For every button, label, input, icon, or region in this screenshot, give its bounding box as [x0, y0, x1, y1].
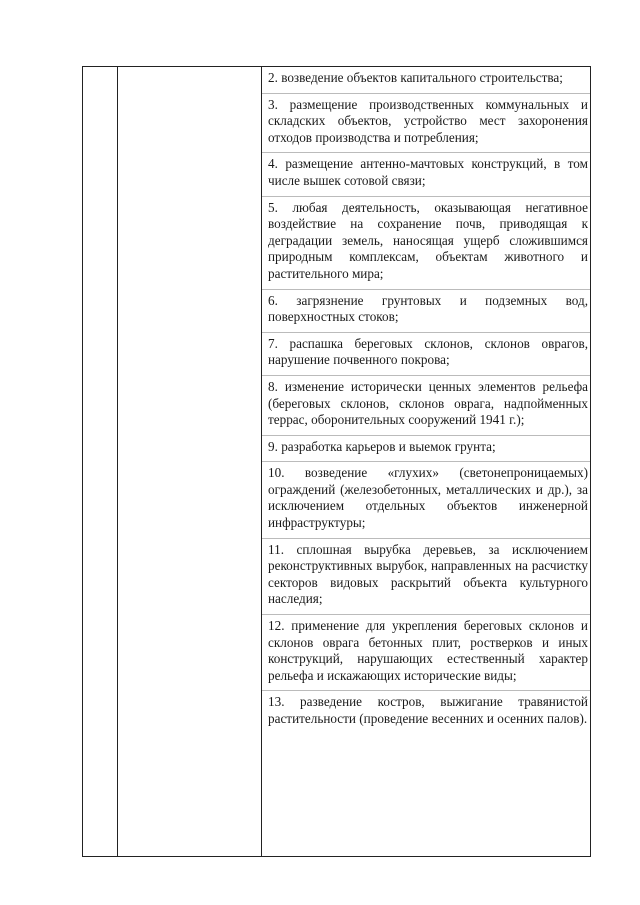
table-column-number: [83, 67, 118, 856]
list-item: 3. размещение производственных коммунальных и складских объектов, устройство мест захоронения отходов производства и потребления;: [262, 94, 590, 154]
list-item: 6. загрязнение грунтовых и подземных вод, поверхностных стоков;: [262, 290, 590, 333]
list-item: 4. размещение антенно-мачтовых конструкций, в том числе вышек сотовой связи;: [262, 153, 590, 196]
list-item: 2. возведение объектов капитального строительства;: [262, 67, 590, 94]
list-item: 5. любая деятельность, оказывающая негативное воздействие на сохранение почв, приводящая к деградации земель, наносящая ущерб сложившимся природным комплексам, объектам животного и растительного мира;: [262, 197, 590, 290]
list-item: 13. разведение костров, выжигание травянистой растительности (проведение весенних и осенних палов).: [268, 694, 588, 726]
list-item: 8. изменение исторически ценных элементов рельефа (береговых склонов, склонов оврага, надпойменных террас, оборонительных сооружений 1941 г.);: [262, 376, 590, 436]
table-column-zone: [117, 67, 262, 856]
list-item: 9. разработка карьеров и выемок грунта;: [262, 436, 590, 463]
table-column-prohibitions: [262, 67, 590, 856]
list-item: 12. применение для укрепления береговых склонов и склонов оврага бетонных плит, ростверков и иных конструкций, нарушающих естественный характер рельефа и искажающих исторические виды;: [262, 615, 590, 691]
list-item: 11. сплошная вырубка деревьев, за исключением реконструктивных вырубок, направленных на расчистку секторов видовых раскрытий объекта культурного наследия;: [262, 539, 590, 615]
regulations-table: [82, 66, 591, 857]
list-item: 10. возведение «глухих» (светонепроницаемых) ограждений (железобетонных, металлических и др.), за исключением отдельных объектов инженерной инфраструктуры;: [262, 462, 590, 538]
list-item: 7. распашка береговых склонов, склонов оврагов, нарушение почвенного покрова;: [262, 333, 590, 376]
